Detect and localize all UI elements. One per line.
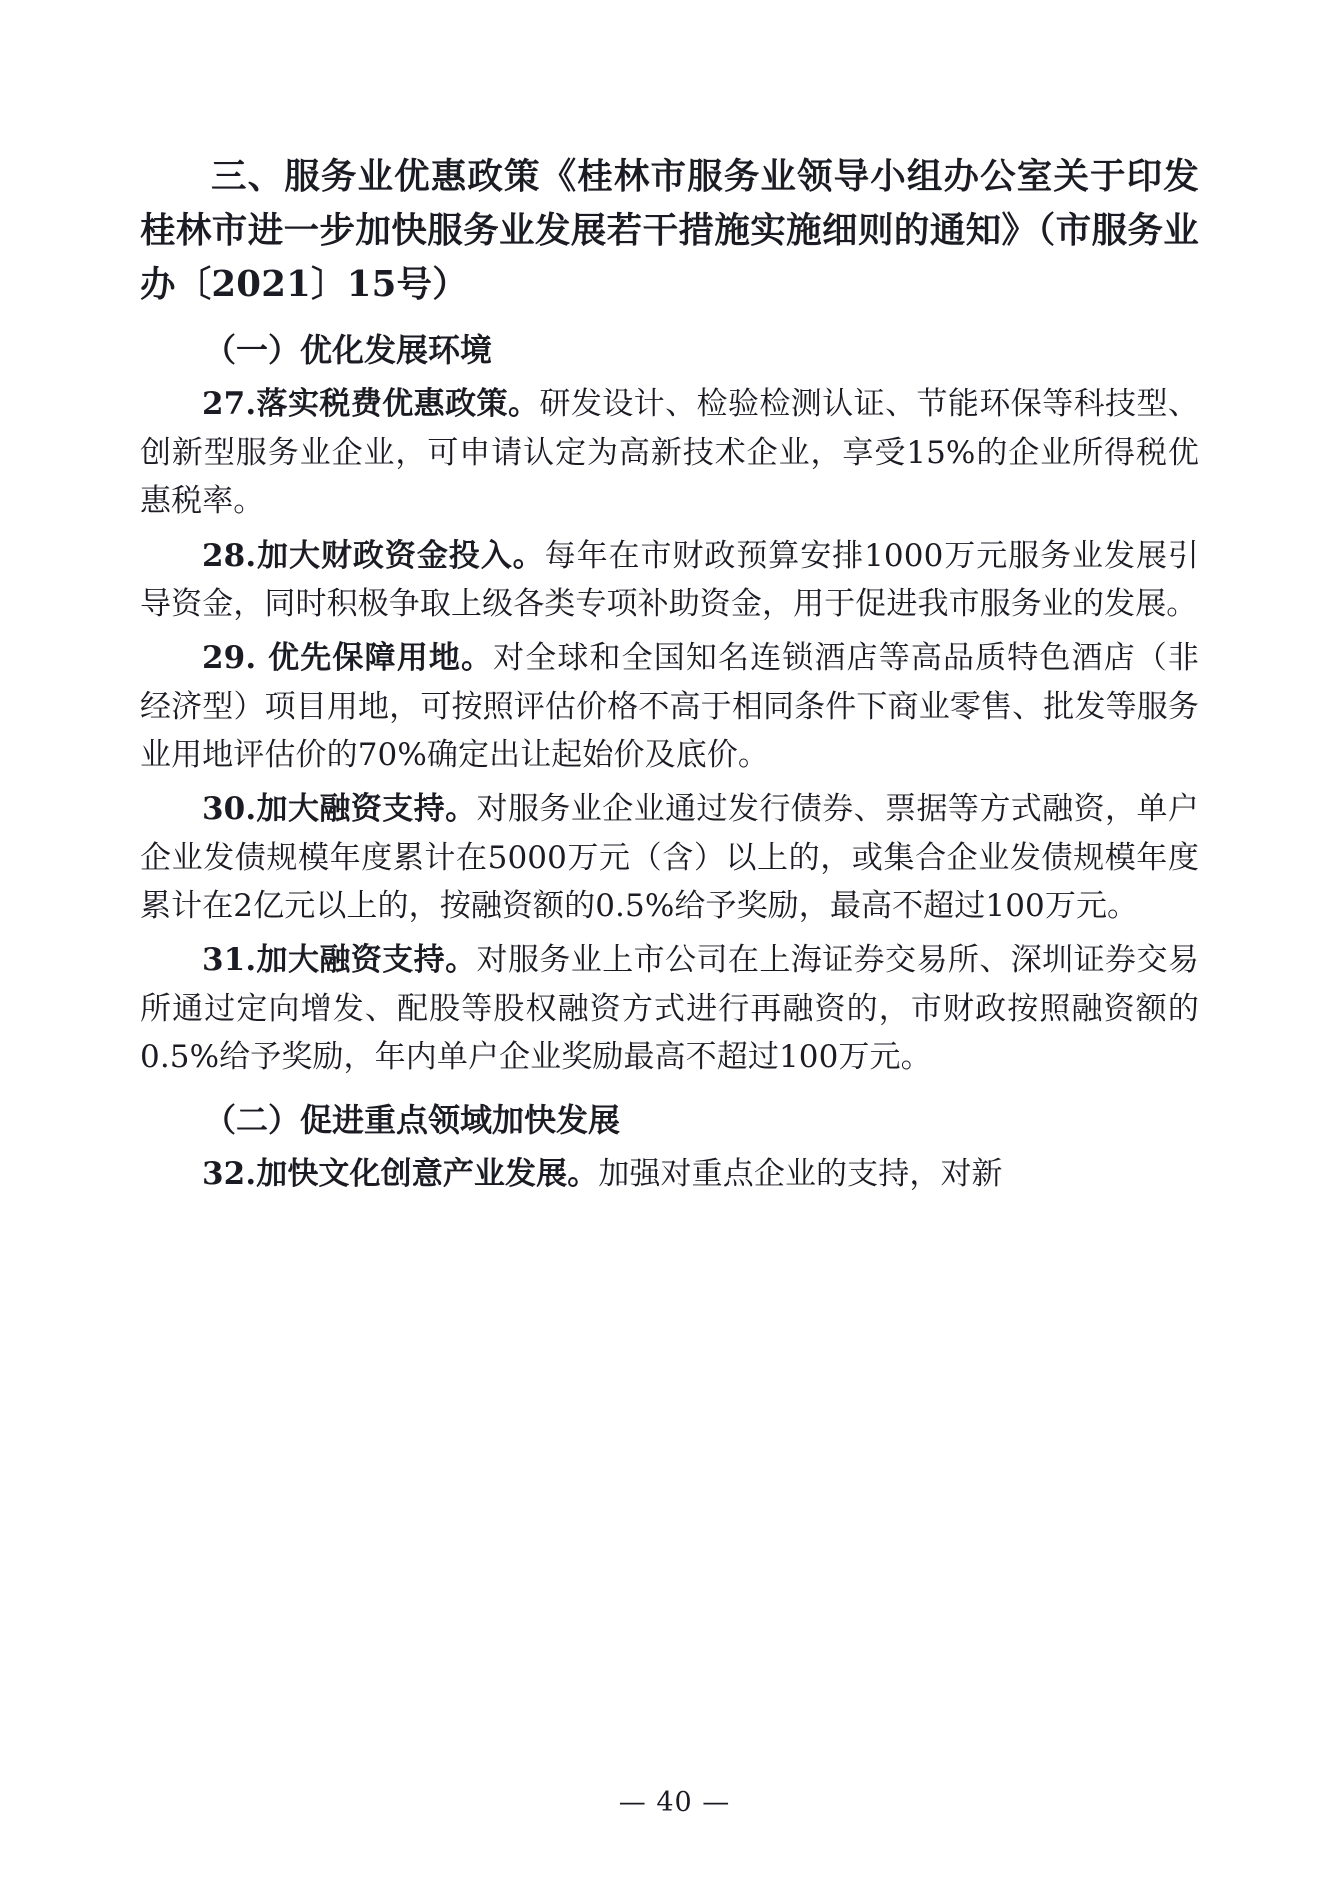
page-number: — 40 — (618, 1787, 731, 1818)
paragraph-31 (140, 936, 1199, 1081)
paragraph-28 (140, 532, 1199, 629)
paragraph-32-text: 加强对重点企业的支持，对新 (598, 1156, 1003, 1193)
paragraph-29 (140, 634, 1199, 779)
paragraph-29-label: 29. 优先保障用地。 (202, 640, 494, 677)
paragraph-27 (140, 380, 1199, 525)
page-title: 三、服务业优惠政策《桂林市服务业领导小组办公室关于印发桂林市进一步加快服务业发展若干措施实施细则的通知》（市服务业办〔2021〕15号） (140, 156, 1199, 305)
paragraph-30 (140, 785, 1199, 930)
paragraph-27-text: 研发设计、检验检测认证、节能环保等科技型、创新型服务业企业，可申请认定为高新技术企业，享受15%的企业所得税优惠税率。 (140, 386, 1199, 520)
paragraph-31-text: 对服务业上市公司在上海证券交易所、深圳证券交易所通过定向增发、配股等股权融资方式进行再融资的，市财政按照融资额的0.5%给予奖励，年内单户企业奖励最高不超过100万元。 (140, 942, 1199, 1076)
paragraph-32-label: 32.加快文化创意产业发展。 (202, 1156, 599, 1193)
paragraph-27-label: 27.落实税费优惠政策。 (202, 386, 540, 423)
paragraph-28-label: 28.加大财政资金投入。 (202, 537, 545, 574)
paragraph-32 (140, 1150, 1199, 1198)
section-heading-1: （一）优化发展环境 (204, 330, 493, 369)
paragraph-30-label: 30.加大融资支持。 (202, 791, 477, 828)
paragraph-29-text: 对全球和全国知名连锁酒店等高品质特色酒店（非经济型）项目用地，可按照评估价格不高于相同条件下商业零售、批发等服务业用地评估价的70%确定出让起始价及底价。 (140, 640, 1199, 773)
paragraph-31-label: 31.加大融资支持。 (202, 942, 477, 979)
paragraph-28-text: 每年在市财政预算安排1000万元服务业发展引导资金，同时积极争取上级各类专项补助资金，用于促进我市服务业的发展。 (140, 537, 1199, 622)
paragraph-30-text: 对服务业企业通过发行债券、票据等方式融资，单户企业发债规模年度累计在5000万元（含）以上的，或集合企业发债规模年度累计在2亿元以上的，按融资额的0.5%给予奖励，最高不超过100万元。 (140, 791, 1199, 925)
section-heading-2: （二）促进重点领域加快发展 (204, 1100, 621, 1139)
